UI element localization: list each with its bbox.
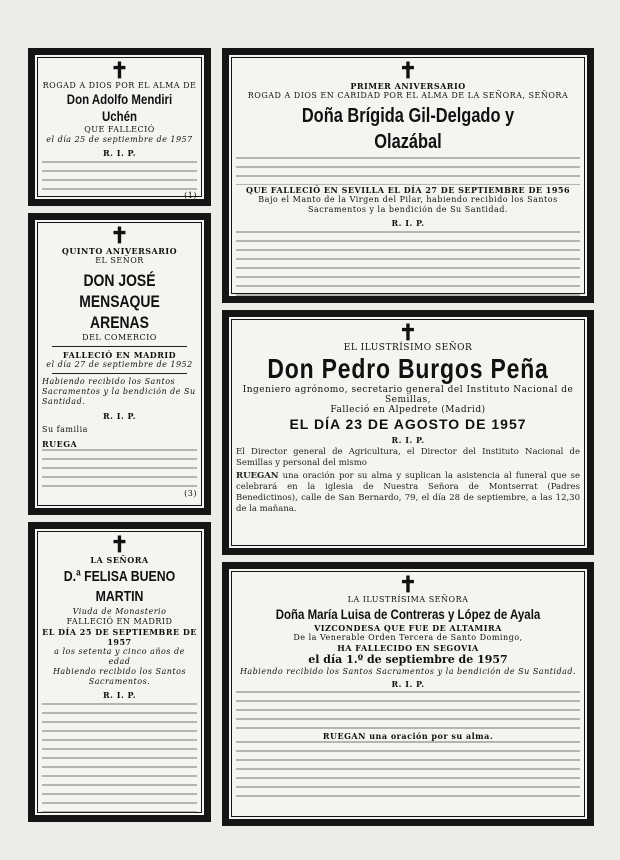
family: Su familia	[42, 425, 88, 434]
cross-icon: ✝	[110, 532, 129, 558]
title-senor: EL ILUSTRÍSIMO SEÑOR	[343, 343, 473, 353]
sacraments: Habiendo recibido los Santos Sacramentos y la bendición de Su Santidad.	[42, 377, 196, 406]
intro-line: ROGAD A DIOS POR EL ALMA DE	[42, 81, 197, 90]
died-in: HA FALLECIDO EN SEGOVIA	[337, 643, 479, 653]
rank: VIZCONDESA QUE FUE DE ALTAMIRA	[314, 623, 502, 633]
divider	[52, 346, 187, 347]
body-text-block	[236, 231, 580, 303]
title-senora: LA ILUSTRÍSIMA SEÑORA	[347, 595, 469, 604]
sacraments: Bajo el Manto de la Virgen del Pilar, habiendo recibido los Santos Sacramentos y la bendición de Su Santidad.	[258, 195, 558, 214]
ruegan-paragraph	[236, 471, 580, 515]
anniversary: QUINTO ANIVERSARIO	[61, 246, 178, 256]
deceased-name: D.ª FELISA BUENO MARTIN	[63, 568, 176, 605]
rip-mark: R. I. P.	[391, 435, 425, 445]
died-in: FALLECIÓ EN MADRID	[62, 350, 177, 360]
cross-icon: ✝	[398, 572, 418, 598]
obituary-box-mensaque	[28, 213, 211, 515]
ad-number: (3)	[184, 489, 197, 498]
rip-mark: R. I. P.	[102, 690, 136, 700]
cross-icon: ✝	[398, 320, 418, 346]
position: Ingeniero agrónomo, secretario general del Instituto Nacional de Semillas,	[242, 385, 574, 405]
body-text-block	[42, 161, 197, 191]
died-in: FALLECIÓ EN MADRID	[66, 617, 173, 626]
ruegan-line: RUEGAN una oración por su alma.	[322, 731, 494, 741]
obituary-box-gil-delgado	[222, 48, 594, 303]
trade: DEL COMERCIO	[82, 333, 157, 342]
ad-number: (1)	[184, 191, 197, 200]
body-text-block	[42, 703, 197, 822]
obituary-box-mendiri	[28, 48, 211, 206]
cross-icon: ✝	[110, 223, 129, 249]
order: De la Venerable Orden Tercera de Santo Domingo,	[293, 633, 523, 642]
death-date: EL DÍA 25 DE SEPTIEMBRE DE 1957	[42, 627, 197, 647]
death-date: el día 1.º de septiembre de 1957	[308, 653, 508, 666]
died-in: QUE FALLECIÓ EN SEVILLA EL DÍA 27 DE SEPTIEMBRE DE 1956	[245, 185, 571, 195]
title-senor: EL SEÑOR	[95, 256, 144, 265]
deceased-name: Don Pedro Burgos Peña	[267, 353, 549, 384]
title-senora: LA SEÑORA	[90, 555, 149, 565]
ruega-label: RUEGA	[42, 439, 78, 449]
ruegan-text: una oración por su alma y suplican la asistencia al funeral que se celebrará en la iglesia de Nuestra Señora de Montserrat (Padres Benedictinos), calle de San Bernardo, 79, el día 28 de septiembre, a las 12,30 de la mañana.	[236, 471, 581, 514]
deceased-name: Doña María Luisa de Contreras y López de Ayala	[275, 606, 541, 622]
rip-mark: R. I. P.	[102, 411, 136, 421]
rip-mark: R. I. P.	[391, 218, 425, 228]
director-line: El Director general de Agricultura, el Director del Instituto Nacional de Semillas y personal del mismo	[236, 447, 580, 468]
body-text-block	[42, 449, 197, 489]
family-text-block	[236, 691, 580, 731]
rip-mark: R. I. P.	[391, 679, 425, 689]
status: Viuda de Monasterio	[72, 607, 167, 616]
sacraments: Habiendo recibido los Santos Sacramentos.	[52, 667, 187, 686]
obituary-box-burgos	[222, 310, 594, 555]
deceased-name: Don Adolfo Mendiri Uchén	[66, 91, 173, 124]
sacraments: Habiendo recibido los Santos Sacramentos y la bendición de Su Santidad.	[239, 667, 577, 676]
body-text-block	[236, 741, 580, 801]
deceased-name: Doña Brígida Gil-Delgado y Olazábal	[301, 105, 515, 153]
age: a los setenta y cinco años de edad	[54, 647, 185, 666]
ruegan-label: RUEGAN	[236, 471, 279, 481]
divider	[52, 373, 187, 374]
occupation: QUE FALLECIÓ	[84, 125, 155, 134]
rip-mark: R. I. P.	[102, 148, 136, 158]
deceased-name-line1: DON JOSÉ MENSAQUE	[79, 271, 160, 311]
died-in: Falleció en Alpedrete (Madrid)	[330, 405, 486, 415]
obituary-box-contreras	[222, 562, 594, 826]
cross-icon: ✝	[110, 58, 129, 84]
obituary-box-bueno	[28, 522, 211, 822]
anniversary: PRIMER ANIVERSARIO	[350, 81, 466, 91]
death-date: el día 25 de septiembre de 1957	[46, 135, 193, 144]
deceased-name-line2: ARENAS	[90, 313, 149, 332]
description-block	[236, 157, 580, 185]
death-date: EL DÍA 23 DE AGOSTO DE 1957	[289, 416, 527, 432]
death-date: el día 27 de septiembre de 1952	[46, 360, 193, 369]
cross-icon: ✝	[398, 58, 418, 84]
intro-line: ROGAD A DIOS EN CARIDAD POR EL ALMA DE LA SEÑORA, SEÑORA	[247, 91, 569, 100]
